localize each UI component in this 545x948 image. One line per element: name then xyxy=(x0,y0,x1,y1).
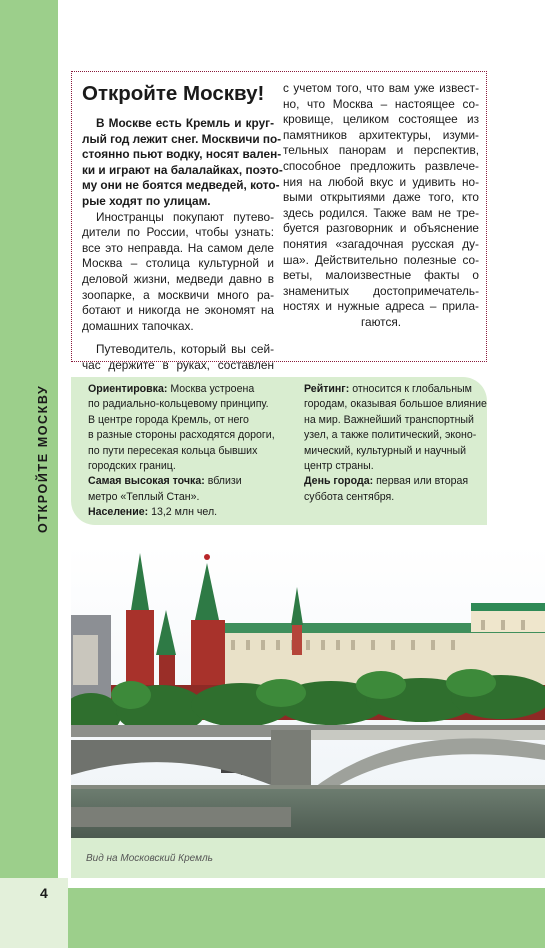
intro-left-line: Москва – столица культурной и xyxy=(82,256,274,271)
fact-label: Самая высокая точка: xyxy=(88,475,205,488)
intro-title: Откройте Москву! xyxy=(82,82,265,105)
fact-text: метро «Теплый Стан». xyxy=(88,490,200,503)
fact-text: В центре города Кремль, от него xyxy=(88,413,249,426)
fact-line xyxy=(304,413,482,428)
fact-line xyxy=(88,490,283,505)
fact-label: День города: xyxy=(304,475,374,488)
fact-line xyxy=(304,444,482,459)
intro-left-line: ки и играют на балалайках, поэто- xyxy=(82,162,283,177)
intro-left-line: В Москве есть Кремль и круг- xyxy=(96,116,274,130)
intro-left-line: домашних тапочках. xyxy=(82,318,194,333)
photo-caption: Вид на Московский Кремль xyxy=(86,853,213,864)
page-number-box xyxy=(0,878,68,948)
intro-left-line: му они не боятся медведей, кото- xyxy=(82,178,280,193)
fact-label: Рейтинг: xyxy=(304,383,350,395)
caption-bar xyxy=(71,838,545,878)
fact-text: суббота сентября. xyxy=(304,490,395,503)
bottom-bar xyxy=(68,888,545,948)
intro-left-line: Иностранцы покупают путево- xyxy=(96,209,274,224)
intro-right-line: памятников архитектуры, изуми- xyxy=(283,127,479,142)
intro-left-line: рые ходят по улицам. xyxy=(82,193,211,208)
fact-text: центр страны. xyxy=(304,460,374,473)
intro-left-line: зоопарке, а москвичи много ра- xyxy=(82,287,274,302)
fact-text: Москва устроена xyxy=(167,383,255,395)
fact-text: городских границ. xyxy=(88,460,176,473)
fact-text: первая или вторая xyxy=(373,475,469,488)
fact-text: 13,2 млн чел. xyxy=(148,506,218,519)
intro-box xyxy=(71,71,487,372)
fact-text: относится к глобальным xyxy=(349,383,472,395)
intro-right-line: гаются. xyxy=(360,314,402,329)
intro-right-line: ностях и нужные адреса – прила- xyxy=(283,299,479,314)
intro-left-line: дители по России, чтобы узнать: xyxy=(82,225,274,240)
page-number: 4 xyxy=(40,885,48,901)
intro-right-line: понятия «загадочная русская ду- xyxy=(283,236,479,251)
fact-text: мический, культурный и научный xyxy=(304,444,467,457)
intro-right-line: но, что Москва – настоящее со- xyxy=(283,96,479,111)
intro-left-line: Путеводитель, который вы сей- xyxy=(96,342,274,357)
intro-right-line: веты, малоизвестные факты о xyxy=(283,268,479,283)
fact-text: узел, а также политический, эконо- xyxy=(304,429,477,442)
intro-right-line: ша». Действительно полезные со- xyxy=(283,252,479,267)
intro-right-line: выми открытиями даже того, кто xyxy=(283,190,479,205)
kremlin-photo xyxy=(71,545,545,838)
facts-box xyxy=(71,377,487,525)
intro-left-column xyxy=(82,116,283,374)
intro-right-line: с учетом того, что вам уже извест- xyxy=(283,81,479,95)
fact-line xyxy=(88,428,283,443)
fact-text: по пути пересекая кольца бывших xyxy=(88,444,258,457)
facts-left-column xyxy=(88,382,283,521)
fact-text: по радиально-кольцевому принципу. xyxy=(88,398,269,411)
section-title: ОТКРОЙТЕ МОСКВУ xyxy=(36,384,50,533)
intro-right-line: знаменитых достопримечатель- xyxy=(283,283,479,298)
fact-label: Ориентировка: xyxy=(88,383,168,395)
fact-text: вблизи xyxy=(204,475,242,488)
intro-left-line: час держите в руках, составлен xyxy=(82,357,274,372)
fact-text: в разные стороны расходятся дороги, xyxy=(88,429,275,442)
fact-line xyxy=(88,413,283,428)
fact-line xyxy=(88,459,283,474)
fact-line xyxy=(88,397,283,412)
intro-left-line: лый год лежит снег. Москвичи по- xyxy=(82,131,282,146)
fact-label: Население: xyxy=(88,506,149,519)
fact-line xyxy=(304,459,482,474)
intro-left-line: деловой жизни, медведи давно в xyxy=(82,271,274,286)
fact-text: на мир. Важнейший транспортный xyxy=(304,413,474,426)
intro-right-line: ния на любой вкус и удивить но- xyxy=(283,174,479,189)
fact-line xyxy=(304,490,482,505)
kremlin-illustration xyxy=(71,545,545,838)
fact-line xyxy=(304,397,487,412)
intro-right-line: тельных панорам и перспектив, xyxy=(283,143,479,158)
intro-right-line: буется разговорник и объяснение xyxy=(283,221,479,236)
intro-left-line: ботают и никогда не экономят на xyxy=(82,303,274,318)
fact-line xyxy=(88,505,283,520)
facts-right-column xyxy=(304,382,487,505)
intro-right-line: кровище, целиком состоящее из xyxy=(283,112,479,127)
fact-line xyxy=(88,474,283,489)
fact-line xyxy=(304,382,482,397)
fact-line xyxy=(88,382,283,397)
intro-left-line: все это неправда. На самом деле xyxy=(82,240,274,255)
fact-text: городам, оказывая большое влияние xyxy=(304,398,487,411)
intro-right-line: здесь родился. Также вам не тре- xyxy=(283,205,479,220)
fact-line xyxy=(88,444,283,459)
fact-line xyxy=(304,474,482,489)
intro-left-line: стоянно пьют водку, носят вален- xyxy=(82,147,282,162)
intro-right-line: способное предложить развлече- xyxy=(283,158,479,173)
fact-line xyxy=(304,428,482,443)
intro-right-column xyxy=(283,81,479,331)
